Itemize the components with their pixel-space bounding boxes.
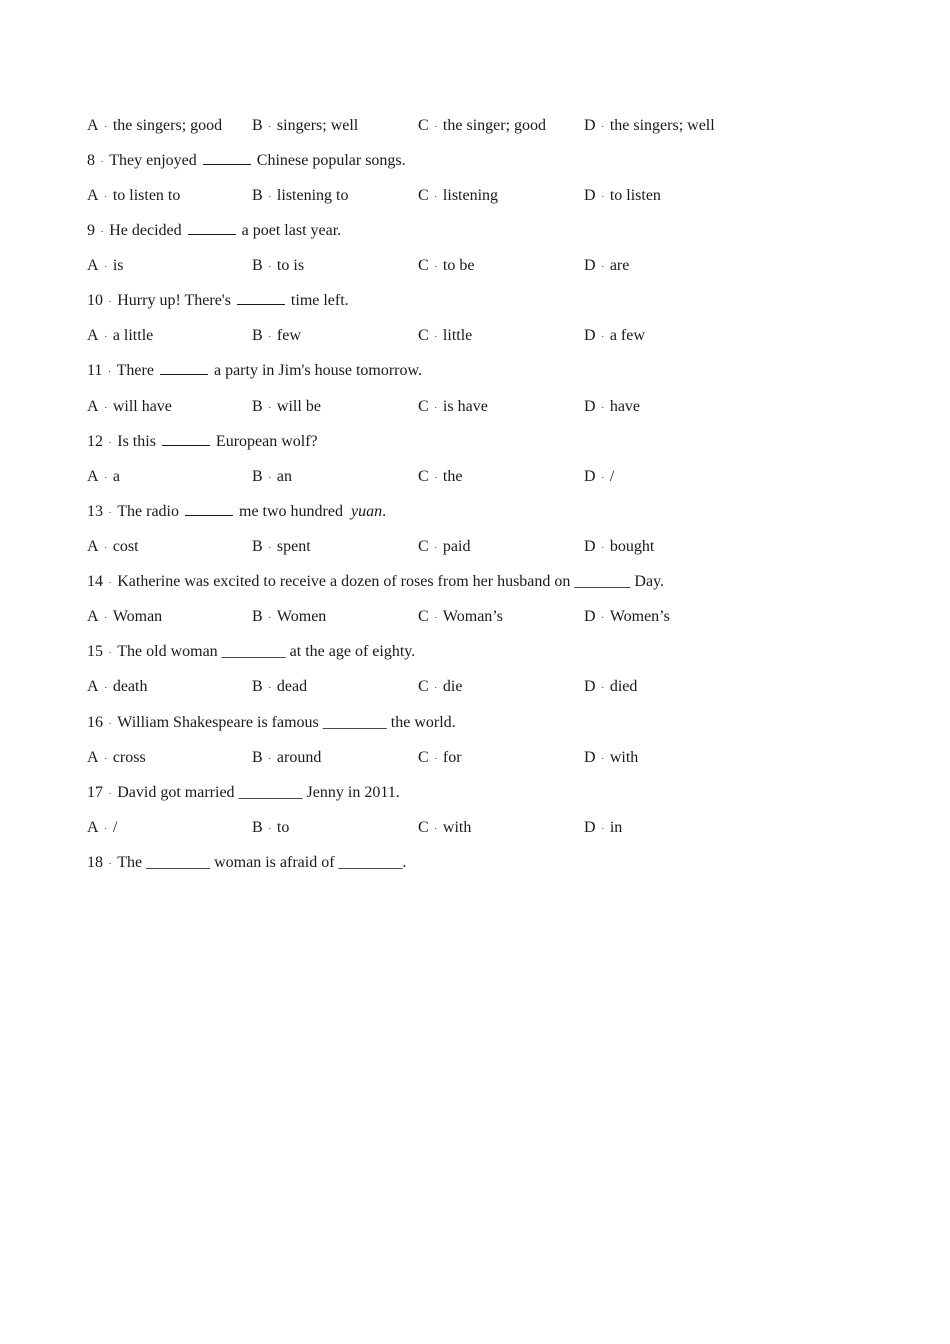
option-text: few — [276, 327, 301, 344]
question-text: The ________ woman is afraid of ________. — [117, 854, 407, 871]
option-letter: A — [87, 608, 99, 625]
separator-dot: . — [601, 259, 604, 270]
option-b[interactable] — [252, 817, 289, 839]
option-a[interactable] — [87, 606, 162, 628]
option-letter: C — [418, 187, 429, 204]
question-text: David got married ________ Jenny in 2011. — [117, 784, 400, 801]
question-number: 8 — [87, 152, 95, 169]
option-b[interactable] — [252, 255, 304, 277]
option-d[interactable] — [584, 255, 629, 277]
option-text: to listen — [609, 187, 661, 204]
separator-dot: . — [104, 610, 107, 621]
option-c[interactable] — [418, 466, 462, 488]
question-13 — [87, 501, 386, 523]
separator-dot: . — [268, 400, 271, 411]
option-letter: D — [584, 187, 596, 204]
option-d[interactable] — [584, 536, 654, 558]
option-c[interactable] — [418, 396, 488, 418]
question-8 — [87, 150, 406, 172]
question-text-before: There — [116, 362, 154, 379]
option-letter: B — [252, 468, 263, 485]
option-d[interactable] — [584, 325, 645, 347]
separator-dot: . — [109, 575, 112, 586]
separator-dot: . — [434, 329, 437, 340]
question-text-before: They enjoyed — [109, 152, 197, 169]
option-c[interactable] — [418, 817, 471, 839]
option-letter: B — [252, 117, 263, 134]
question-11 — [87, 360, 422, 382]
question-number: 9 — [87, 222, 95, 239]
separator-dot: . — [434, 189, 437, 200]
option-text: is — [112, 257, 124, 274]
option-letter: C — [418, 538, 429, 555]
option-c[interactable] — [418, 185, 498, 207]
question-15 — [87, 641, 415, 663]
option-d[interactable] — [584, 115, 715, 137]
separator-dot: . — [109, 856, 112, 867]
separator-dot: . — [434, 610, 437, 621]
separator-dot: . — [601, 189, 604, 200]
option-text: died — [609, 678, 638, 695]
option-text: will be — [276, 398, 321, 415]
option-b[interactable] — [252, 115, 358, 137]
option-letter: A — [87, 538, 99, 555]
question-number: 17 — [87, 784, 103, 801]
option-letter: D — [584, 538, 596, 555]
separator-dot: . — [109, 716, 112, 727]
option-c[interactable] — [418, 747, 462, 769]
question-text-middle: me two hundred — [239, 503, 343, 520]
question-text-after: Chinese popular songs. — [256, 152, 406, 169]
question-number: 14 — [87, 573, 103, 590]
option-text: death — [112, 678, 148, 695]
separator-dot: . — [268, 329, 271, 340]
option-letter: D — [584, 468, 596, 485]
option-letter: D — [584, 398, 596, 415]
option-c[interactable] — [418, 606, 503, 628]
separator-dot: . — [104, 119, 107, 130]
separator-dot: . — [109, 645, 112, 656]
option-letter: A — [87, 187, 99, 204]
question-text: William Shakespeare is famous ________ the world. — [117, 714, 456, 731]
option-text: to be — [442, 257, 475, 274]
option-letter: C — [418, 819, 429, 836]
question-number: 16 — [87, 714, 103, 731]
option-text: an — [276, 468, 293, 485]
option-text: Woman — [112, 608, 163, 625]
question-number: 18 — [87, 854, 103, 871]
option-text: a — [112, 468, 120, 485]
option-text: is have — [442, 398, 488, 415]
separator-dot: . — [268, 751, 271, 762]
option-text: die — [442, 678, 463, 695]
option-d[interactable] — [584, 747, 638, 769]
separator-dot: . — [108, 364, 111, 375]
option-letter: C — [418, 468, 429, 485]
option-b[interactable] — [252, 606, 326, 628]
option-text: little — [442, 327, 473, 344]
question-text: The old woman ________ at the age of eighty. — [117, 643, 416, 660]
option-text: / — [609, 468, 615, 485]
answer-blank[interactable] — [185, 501, 233, 516]
answer-blank[interactable] — [188, 220, 236, 235]
separator-dot: . — [601, 329, 604, 340]
option-c[interactable] — [418, 255, 474, 277]
separator-dot: . — [601, 119, 604, 130]
option-letter: C — [418, 608, 429, 625]
separator-dot: . — [601, 751, 604, 762]
option-text: with — [442, 819, 472, 836]
option-c[interactable] — [418, 115, 546, 137]
question-9 — [87, 220, 341, 242]
question-text-after: time left. — [290, 292, 349, 309]
option-letter: A — [87, 117, 99, 134]
option-letter: C — [418, 749, 429, 766]
question-number: 11 — [87, 362, 103, 379]
separator-dot: . — [104, 400, 107, 411]
separator-dot: . — [104, 821, 107, 832]
separator-dot: . — [268, 680, 271, 691]
separator-dot: . — [268, 540, 271, 551]
option-text: will have — [112, 398, 172, 415]
option-text: cost — [112, 538, 139, 555]
separator-dot: . — [104, 259, 107, 270]
option-d[interactable] — [584, 817, 622, 839]
option-text: / — [112, 819, 118, 836]
separator-dot: . — [109, 294, 112, 305]
separator-dot: . — [601, 470, 604, 481]
option-d[interactable] — [584, 466, 614, 488]
option-letter: A — [87, 327, 99, 344]
option-letter: D — [584, 678, 596, 695]
option-text: a few — [609, 327, 645, 344]
option-letter: C — [418, 327, 429, 344]
question-text-after: European wolf? — [215, 433, 318, 450]
option-text: the singers; well — [609, 117, 715, 134]
option-b[interactable] — [252, 185, 348, 207]
option-b[interactable] — [252, 536, 311, 558]
option-letter: A — [87, 398, 99, 415]
option-letter: C — [418, 398, 429, 415]
option-c[interactable] — [418, 676, 462, 698]
question-number: 12 — [87, 433, 103, 450]
answer-blank[interactable] — [162, 431, 210, 446]
option-letter: B — [252, 398, 263, 415]
option-text: bought — [609, 538, 655, 555]
question-text-after: a party in Jim's house tomorrow. — [213, 362, 423, 379]
separator-dot: . — [434, 821, 437, 832]
option-text: in — [609, 819, 623, 836]
separator-dot: . — [101, 154, 104, 165]
option-letter: C — [418, 257, 429, 274]
option-a[interactable] — [87, 396, 172, 418]
option-letter: B — [252, 257, 263, 274]
option-letter: A — [87, 749, 99, 766]
option-c[interactable] — [418, 325, 472, 347]
separator-dot: . — [109, 505, 112, 516]
separator-dot: . — [104, 470, 107, 481]
separator-dot: . — [268, 821, 271, 832]
italic-word: yuan — [350, 503, 383, 520]
answer-blank[interactable] — [237, 290, 285, 305]
option-letter: B — [252, 327, 263, 344]
separator-dot: . — [104, 751, 107, 762]
option-a[interactable] — [87, 676, 147, 698]
option-text: dead — [276, 678, 308, 695]
answer-blank[interactable] — [160, 360, 208, 375]
option-letter: D — [584, 819, 596, 836]
option-a[interactable] — [87, 325, 153, 347]
option-text: the singers; good — [112, 117, 223, 134]
separator-dot: . — [434, 400, 437, 411]
question-14 — [87, 571, 664, 593]
separator-dot: . — [434, 470, 437, 481]
answer-blank[interactable] — [203, 150, 251, 165]
question-text-after: a poet last year. — [241, 222, 342, 239]
option-a[interactable] — [87, 255, 123, 277]
option-letter: B — [252, 608, 263, 625]
separator-dot: . — [268, 610, 271, 621]
question-12 — [87, 431, 318, 453]
option-b[interactable] — [252, 396, 321, 418]
separator-dot: . — [434, 259, 437, 270]
option-text: for — [442, 749, 462, 766]
option-text: cross — [112, 749, 146, 766]
option-c[interactable] — [418, 536, 470, 558]
option-d[interactable] — [584, 676, 637, 698]
separator-dot: . — [109, 435, 112, 446]
option-d[interactable] — [584, 396, 640, 418]
option-text: a little — [112, 327, 154, 344]
question-text-before: The radio — [117, 503, 179, 520]
option-letter: C — [418, 678, 429, 695]
separator-dot: . — [434, 119, 437, 130]
separator-dot: . — [104, 680, 107, 691]
option-letter: A — [87, 678, 99, 695]
option-letter: A — [87, 257, 99, 274]
option-text: with — [609, 749, 639, 766]
separator-dot: . — [601, 400, 604, 411]
separator-dot: . — [434, 680, 437, 691]
option-letter: B — [252, 538, 263, 555]
option-a[interactable] — [87, 536, 139, 558]
option-b[interactable] — [252, 325, 301, 347]
option-b[interactable] — [252, 747, 321, 769]
separator-dot: . — [268, 189, 271, 200]
option-letter: B — [252, 749, 263, 766]
option-a[interactable] — [87, 185, 180, 207]
separator-dot: . — [268, 119, 271, 130]
option-a[interactable] — [87, 747, 146, 769]
option-text: listening to — [276, 187, 349, 204]
separator-dot: . — [104, 189, 107, 200]
question-17 — [87, 782, 400, 804]
question-text-before: He decided — [109, 222, 182, 239]
option-letter: D — [584, 749, 596, 766]
option-text: around — [276, 749, 322, 766]
question-number: 13 — [87, 503, 103, 520]
option-text: paid — [442, 538, 471, 555]
option-letter: A — [87, 468, 99, 485]
option-text: the singer; good — [442, 117, 547, 134]
option-b[interactable] — [252, 466, 292, 488]
option-letter: B — [252, 187, 263, 204]
option-text: the — [442, 468, 463, 485]
option-letter: D — [584, 327, 596, 344]
question-16 — [87, 712, 456, 734]
separator-dot: . — [434, 540, 437, 551]
option-d[interactable] — [584, 185, 661, 207]
separator-dot: . — [601, 680, 604, 691]
option-text: spent — [276, 538, 311, 555]
question-number: 10 — [87, 292, 103, 309]
option-a[interactable] — [87, 115, 222, 137]
question-text-before: Hurry up! There's — [117, 292, 231, 309]
option-text: Women’s — [609, 608, 670, 625]
separator-dot: . — [101, 224, 104, 235]
option-letter: D — [584, 117, 596, 134]
separator-dot: . — [268, 470, 271, 481]
option-text: to — [276, 819, 290, 836]
question-18 — [87, 852, 407, 874]
option-text: Women — [276, 608, 327, 625]
question-text-before: Is this — [117, 433, 156, 450]
option-letter: C — [418, 117, 429, 134]
option-letter: B — [252, 678, 263, 695]
option-d[interactable] — [584, 606, 670, 628]
separator-dot: . — [434, 751, 437, 762]
question-number: 15 — [87, 643, 103, 660]
question-text-after: . — [382, 503, 387, 520]
option-a[interactable] — [87, 817, 117, 839]
option-text: Woman’s — [442, 608, 503, 625]
option-letter: D — [584, 608, 596, 625]
option-text: to listen to — [112, 187, 181, 204]
separator-dot: . — [109, 786, 112, 797]
separator-dot: . — [601, 540, 604, 551]
option-b[interactable] — [252, 676, 307, 698]
separator-dot: . — [601, 610, 604, 621]
option-text: to is — [276, 257, 305, 274]
option-text: listening — [442, 187, 499, 204]
option-letter: D — [584, 257, 596, 274]
option-text: singers; well — [276, 117, 359, 134]
separator-dot: . — [104, 329, 107, 340]
question-text: Katherine was excited to receive a dozen of roses from her husband on _______ Day. — [117, 573, 665, 590]
separator-dot: . — [601, 821, 604, 832]
question-10 — [87, 290, 349, 312]
separator-dot: . — [104, 540, 107, 551]
option-letter: A — [87, 819, 99, 836]
option-text: are — [609, 257, 630, 274]
option-letter: B — [252, 819, 263, 836]
separator-dot: . — [268, 259, 271, 270]
option-a[interactable] — [87, 466, 120, 488]
option-text: have — [609, 398, 641, 415]
